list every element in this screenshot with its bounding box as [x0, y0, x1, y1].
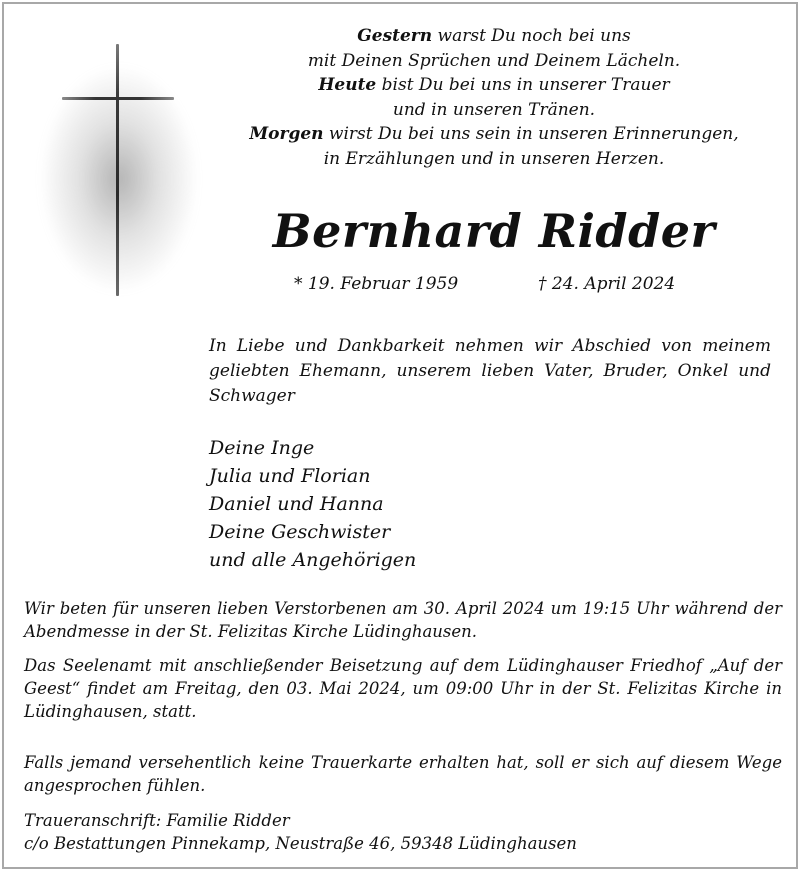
- mourner: Daniel und Hanna: [209, 493, 384, 515]
- mourning-address: [24, 809, 782, 855]
- poem-line-6: in Erzählungen und in unseren Herzen.: [323, 148, 665, 169]
- poem-line-2: mit Deinen Sprüchen und Deinem Lächeln.: [307, 50, 681, 71]
- mourner: Deine Geschwister: [209, 521, 391, 543]
- birth-date: * 19. Februar 1959: [294, 274, 459, 294]
- farewell-text: In Liebe und Dankbarkeit nehmen wir Abschied von meinem geliebten Ehemann, unserem lieben Vater, Bruder, Onkel und Schwager: [209, 336, 771, 406]
- address-line-2: c/o Bestattungen Pinnekamp, Neustraße 46, 59348 Lüdinghausen: [24, 834, 577, 853]
- cross-icon: [34, 34, 204, 304]
- notice-text: Falls jemand versehentlich keine Trauerkarte erhalten hat, soll er sich auf diesem Wege angesprochen fühlen.: [24, 753, 782, 795]
- prayer-text: Wir beten für unseren lieben Verstorbenen am 30. April 2024 um 19:15 Uhr während der Abendmesse in der St. Felizitas Kirche Lüdinghausen.: [24, 599, 782, 641]
- mourners-list: [209, 434, 609, 574]
- poem: [204, 24, 784, 171]
- mourner: Julia und Florian: [209, 465, 371, 487]
- funeral-text: Das Seelenamt mit anschließender Beisetzung auf dem Lüdinghauser Friedhof „Auf der Geest“ findet am Freitag, den 03. Mai 2024, um 09:00 Uhr in der St. Felizitas Kirche in Lüdinghausen, statt.: [24, 656, 782, 721]
- poem-line-3: Heute bist Du bei uns in unserer Trauer: [318, 75, 670, 95]
- poem-line-1: Gestern warst Du noch bei uns: [357, 26, 631, 46]
- address-line-1: Traueranschrift: Familie Ridder: [24, 811, 290, 830]
- poem-line-4: und in unseren Tränen.: [392, 99, 596, 120]
- obituary-notice: [2, 2, 798, 869]
- poem-line-5: Morgen wirst Du bei uns sein in unseren Erinnerungen,: [249, 124, 739, 144]
- mourner: und alle Angehörigen: [209, 549, 417, 571]
- death-date: † 24. April 2024: [538, 274, 676, 294]
- mourner: Deine Inge: [209, 437, 315, 459]
- deceased-name: Bernhard Ridder: [272, 204, 716, 258]
